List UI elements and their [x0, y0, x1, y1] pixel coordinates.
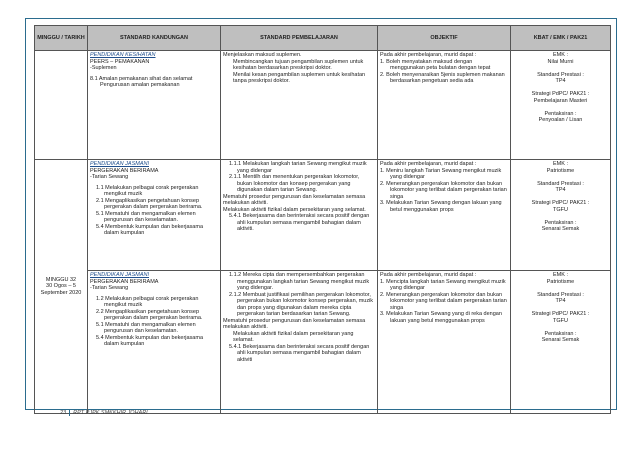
kbat-line: Standard Prestasi : — [537, 71, 584, 78]
header-standard-pembelajaran: STANDARD PEMBELAJARAN — [221, 26, 378, 51]
kbat-line: TP4 — [555, 78, 566, 84]
objektif-item: 3. Melakukan Tarian Sewang dengan lakuan yang betul menggunakan props — [380, 200, 502, 213]
objektif-item: 1. Meniru langkah Tarian Sewang mengikut muzik yang didengar — [380, 167, 502, 180]
sk-item: 5.4 Membentuk kumpulan dan bekerjasama dalam kumpulan — [96, 223, 204, 236]
sk-item: 1.1 Melakukan pelbagai corak pergerakan mengikut muzik — [96, 184, 199, 197]
week-cell — [35, 160, 88, 414]
page-footer — [60, 409, 148, 416]
table-row — [35, 160, 611, 271]
footer-text: RPT PJPK SMKKHIR JOHARI — [73, 409, 148, 416]
kbat-line: Senarai Semak — [541, 337, 580, 343]
week-cell — [35, 51, 88, 160]
kbat-line: Patriotisme — [546, 278, 575, 285]
sp-item: 5.4.1 Bekerjasama dan berinteraksi secara positif dengan ahli kumpulan semasa mengambil bahagian dalam aktiviti — [229, 343, 370, 363]
kbat-line: TGFU — [553, 317, 568, 324]
sp-item: 5.4.1 Bekerjasama dan berinteraksi secara positif dengan ahli kumpulan semasa mengambil bahagian dalam aktiviti. — [229, 213, 370, 232]
kbat-line: Strategi PdPC/ PAK21 : — [531, 200, 590, 206]
objektif-item: 2. Boleh menyenaraikan 5jenis suplemen makanan berdasarkan pengetuan sedia ada — [380, 71, 505, 84]
sp-item: 2.1.2 Membuat justifikasi pemilihan pergerakan lokomotor, pergerakan bukan lokomotor konsep pergerakan, muzik dan props yang digunakan dalam mereka cipta pergerakan tarian berdasarkan tarian Sewang. — [229, 291, 374, 317]
kbat-cell — [511, 271, 611, 414]
topic-title: PERGERAKAN BERIRAMA — [90, 278, 159, 285]
topic-sub: -Tarian Sewang — [90, 285, 129, 291]
sp-item: 2.1.1 Mentilh dan menentukan pergerakan lokomotor, bukan lokomotor dan konsep pergerakan yang digunakan dalam tarian Sewang. — [229, 174, 360, 193]
kbat-line: Strategi PdPC/ PAK21 : — [531, 311, 590, 317]
standard-pembelajaran-cell — [221, 271, 378, 414]
objektif-cell — [378, 271, 511, 414]
objektif-item: 3. Melakukan Tarian Sewang yang di reka dengan lakuan yang betul menggunakan props — [380, 311, 502, 324]
sk-item: 8.1 Amalan pemakanan sihat dan selamat — [90, 75, 193, 82]
kbat-line: Nilai Murni — [547, 58, 574, 65]
week-label: MINGGU 32 — [45, 276, 77, 283]
header-row — [35, 26, 611, 51]
kbat-line: EMK : — [553, 52, 568, 58]
objektif-item: 2. Menerangkan pergerakan lokomotor dan bukan lokomotor yang terlibat dalam pergerakan tarian singa — [380, 291, 507, 311]
sk-item: 5.1 Mematuhi dan mengamalkan elemen pengurusan dan keselamatan. — [96, 210, 196, 223]
kbat-line: TP4 — [555, 298, 566, 304]
kbat-line: Standard Prestasi : — [537, 180, 584, 187]
sk-item: Pengurusan amalan pemakanan — [100, 82, 180, 88]
header-kbat: KBAT / EMK / PAK21 — [511, 26, 611, 51]
topic-sub: -Suplemen — [90, 65, 117, 71]
kbat-cell — [511, 160, 611, 271]
topic-title: PERGERAKAN BERIRAMA — [90, 167, 159, 174]
standard-kandungan-cell — [88, 271, 221, 414]
week-date: 30 Ogos – 5 — [46, 283, 76, 290]
topic-sub: -Tarian Sewang — [90, 174, 129, 180]
sp-item: Mematuhi prosedur pengurusan dan keselamatan semasa melakukan aktiviti. — [223, 193, 366, 206]
sp-item: Melakukan aktiviti fizikal dalam persekitaran yang selamat. — [233, 330, 354, 343]
kbat-line: Pembelajaran Masteri — [533, 97, 588, 104]
kbat-line: Senarai Semak — [541, 226, 580, 232]
sp-item: Melakukan aktiviti fizikal dalam persekitaran yang selamat. — [223, 206, 366, 213]
sp-item: Mematuhi prosedur pengurusan dan keselamatan semasa melakukan aktiviti. — [223, 317, 366, 330]
objektif-intro: Pada akhir pembelajaran, murid dapat : — [380, 52, 477, 58]
objektif-intro: Pada akhir pembelajaran, murid dapat : — [380, 161, 477, 167]
kbat-line: Strategi PdPC/ PAK21 : — [531, 91, 590, 97]
subject-label: PENDIDIKAN JASMANI — [90, 161, 149, 167]
sp-item: Membincangkan tujuan pengambilan suplemen untuk kesihatan berdasarkan preskripsi doktor. — [233, 58, 364, 71]
kbat-line: Pentaksiran : — [544, 330, 577, 337]
sp-item: 1.1.1 Melakukan langkah tarian Sewang mengikut muzik yang didengar — [229, 161, 367, 174]
rpt-table — [34, 25, 611, 414]
kbat-line: EMK : — [553, 161, 568, 167]
objektif-cell — [378, 160, 511, 271]
objektif-intro: Pada akhir pembelajaran, murid dapat : — [380, 272, 477, 278]
objektif-item: 1. Boleh menyatakan maksud dengan menggunakan peta bulatan dengan tepat — [380, 58, 491, 71]
sp-item: 1.1.2 Mereka cipta dan mempersembahkan pergerakan menggunakan langkah tarian Sewang mengikut muzik yang didengar. — [229, 272, 370, 291]
kbat-line: Penyoalan / Lisan — [538, 117, 583, 123]
objektif-cell — [378, 51, 511, 160]
table-row — [35, 271, 611, 414]
table-row — [35, 51, 611, 160]
sk-item: 2.1 Mengaplikasikan pengetahuan konsep pergerakan dalam pergerakan berirama. — [96, 197, 203, 210]
standard-kandungan-cell — [88, 160, 221, 271]
subject-label: PENDIDIKAN KESIHATAN — [90, 52, 156, 58]
sk-item: 2.2 Mengaplikasikan pengetahuan konsep pergerakan dalam pergerakan berirama. — [96, 308, 203, 321]
standard-pembelajaran-cell — [221, 160, 378, 271]
objektif-item: 2. Menerangkan pergerakan lokomotor dan bukan lokomotor yang terlibat dalam pergerakan tarian singa — [380, 180, 507, 200]
kbat-line: Pentaksiran : — [544, 219, 577, 226]
week-date: September 2020 — [40, 289, 82, 296]
page-number: 23 — [60, 409, 67, 416]
sk-item: 5.4 Membentuk kumpulan dan bekerjasama dalam kumpulan — [96, 334, 204, 347]
standard-kandungan-cell — [88, 51, 221, 160]
objektif-item: 1. Mencipta langkah tarian Sewang mengikut muzik yang didengar — [380, 278, 506, 291]
kbat-line: Pentaksiran : — [544, 110, 577, 117]
footer-divider — [69, 409, 70, 416]
kbat-line: TP4 — [555, 187, 566, 193]
sk-item: 5.1 Mematuhi dan mengamalkan elemen pengurusan dan keselamatan. — [96, 321, 196, 334]
subject-label: PENDIDIKAN JASMANI — [90, 272, 149, 278]
header-objektif: OBJEKTIF — [378, 26, 511, 51]
standard-pembelajaran-cell — [221, 51, 378, 160]
sp-item: Menilai kesan pengambilan suplemen untuk kesihatan tanpa preskripsi doktor. — [233, 71, 366, 84]
header-standard-kandungan: STANDARD KANDUNGAN — [88, 26, 221, 51]
sk-item: 1.2 Melakukan pelbagai corak pergerakan mengikut muzik — [96, 295, 199, 308]
kbat-line: Standard Prestasi : — [537, 291, 584, 298]
kbat-cell — [511, 51, 611, 160]
kbat-line: EMK : — [553, 272, 568, 278]
header-minggu: MINGGU / TARIKH — [35, 26, 88, 51]
sp-item: Menjelaskan maksud suplemen. — [223, 52, 302, 58]
kbat-line: TGFU — [553, 206, 568, 213]
topic-title: PEERS – PEMAKANAN — [90, 58, 150, 65]
kbat-line: Patriotisme — [546, 167, 575, 174]
